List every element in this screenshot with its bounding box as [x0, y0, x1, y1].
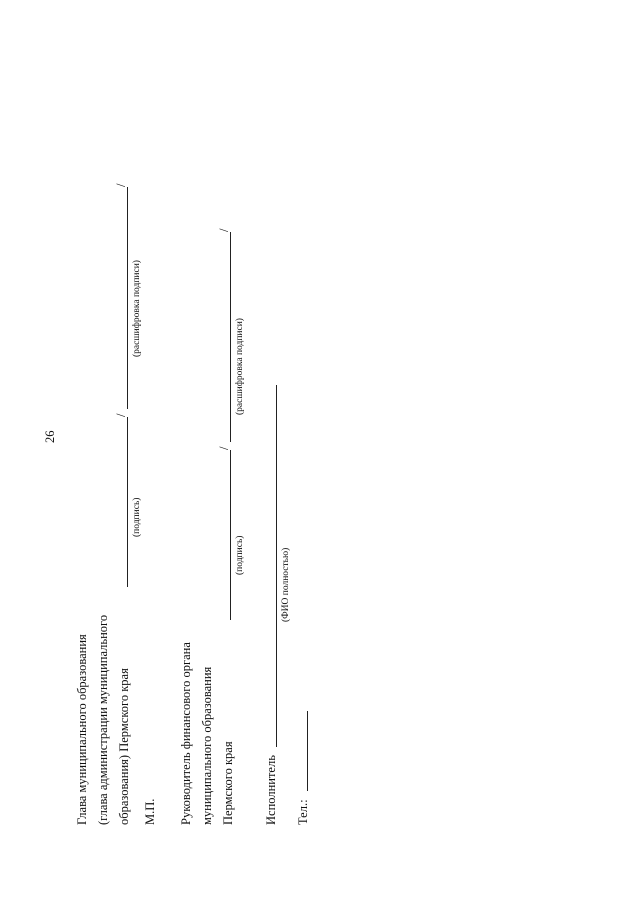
head-decoding-line	[127, 187, 128, 409]
phone-label: Тел.:	[296, 799, 310, 825]
finance-signature-caption: (подпись)	[235, 535, 245, 575]
head-slash-1: /	[114, 413, 128, 417]
head-slash-2: /	[114, 183, 128, 187]
finance-slash-2: /	[217, 228, 231, 232]
phone-line	[307, 711, 308, 791]
executor-label: Исполнитель	[264, 755, 278, 825]
executor-caption: (ФИО полностью)	[281, 547, 291, 622]
finance-decoding-line	[230, 232, 231, 442]
stamp-label: М.П.	[143, 798, 157, 825]
head-signature-line	[127, 417, 128, 587]
finance-title-line-3: Пермского края	[221, 741, 235, 825]
finance-title-line-2: муниципального образования	[200, 666, 214, 825]
head-title-line-1: Глава муниципального образования	[75, 634, 89, 825]
page-number: 26	[43, 430, 57, 443]
head-signature-caption: (подпись)	[132, 497, 142, 537]
finance-title-line-1: Руководитель финансового органа	[179, 642, 193, 825]
finance-slash-1: /	[217, 446, 231, 450]
finance-decoding-caption: (расшифровка подписи)	[235, 318, 245, 415]
head-decoding-caption: (расшифровка подписи)	[132, 260, 142, 357]
finance-signature-line	[230, 450, 231, 620]
head-title-line-2: (глава администрации муниципального	[96, 614, 110, 825]
executor-line	[276, 385, 277, 747]
head-title-line-3: образования) Пермского края	[117, 668, 131, 825]
